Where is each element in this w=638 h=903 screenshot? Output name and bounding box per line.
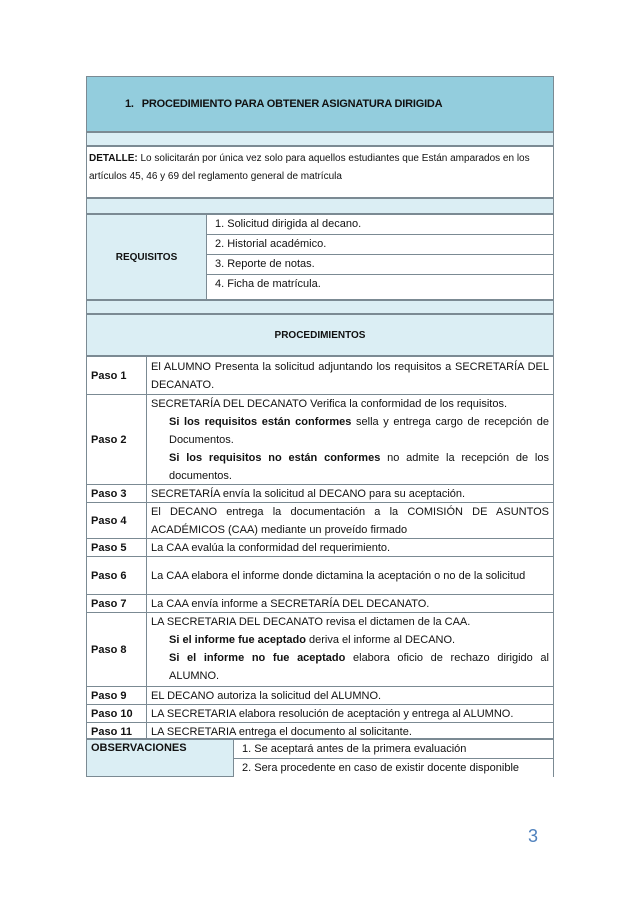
spacer-row [86,300,554,314]
step-row [87,395,553,485]
step-row [87,595,553,613]
requisitos-table [86,214,554,300]
requisito-item: 4. Ficha de matrícula. [215,278,321,290]
step-condition-bold: Si los requisitos no están conformes [169,452,381,464]
step-label: Paso 7 [87,595,147,612]
spacer-row [86,198,554,214]
section-title [86,76,554,132]
step-label: Paso 10 [87,705,147,722]
step-text: SECRETARÍA envía la solicitud al DECANO para su aceptación. [151,487,466,500]
step-text: LA SECRETARIA entrega el documento al solicitante. [151,725,412,738]
step-label: Paso 5 [87,539,147,556]
step-content [147,723,553,740]
step-row [87,687,553,705]
observacion-item: 1. Se aceptará antes de la primera evaluación [234,740,553,759]
detalle-label: DETALLE: [89,153,138,164]
step-row [87,539,553,557]
step-text: La CAA elabora el informe donde dictamina la aceptación o no de la solicitud [151,569,526,582]
step-content [147,613,553,686]
step-content [147,503,553,538]
step-condition [151,649,549,685]
step-label: Paso 11 [87,723,147,740]
step-content [147,539,553,556]
requisito-item: 1. Solicitud dirigida al decano. [207,215,553,235]
observacion-item: 2. Sera procedente en caso de existir docente disponible [234,759,553,778]
step-content [147,557,553,594]
step-label: Paso 4 [87,503,147,538]
requisito-item: 2. Historial académico. [207,235,553,255]
step-content [147,357,553,394]
step-text: El DECANO entrega la documentación a la COMISIÓN DE ASUNTOS ACADÉMICOS (CAA) mediante un proveído firmado [151,505,549,536]
section-title-text: PROCEDIMIENTO PARA OBTENER ASIGNATURA DIRIGIDA [141,98,443,110]
step-condition-text: elabora oficio de rechazo dirigido al ALUMNO. [169,652,549,682]
step-row [87,705,553,723]
step-row [87,503,553,539]
step-condition-text: sella y entrega cargo de recepción de Documentos. [169,416,549,446]
step-content [147,595,553,612]
procedimientos-table [86,356,554,739]
step-condition [151,631,549,649]
step-label: Paso 2 [87,395,147,484]
step-text: SECRETARÍA DEL DECANATO Verifica la conformidad de los requisitos. [151,398,508,410]
step-row [87,485,553,503]
step-content [147,395,553,484]
step-label: Paso 1 [87,357,147,394]
section-number: 1. [125,98,134,110]
detalle-box [86,146,554,198]
requisitos-label: REQUISITOS [87,215,207,299]
step-condition-bold: Si el informe no fue aceptado [169,652,346,664]
step-text: EL DECANO autoriza la solicitud del ALUMNO. [151,689,382,702]
step-row [87,613,553,687]
step-label: Paso 8 [87,613,147,686]
observaciones-table [86,739,554,777]
observaciones-label: OBSERVACIONES [87,740,234,776]
step-text: El ALUMNO Presenta la solicitud adjuntando los requisitos a SECRETARÍA DEL DECANATO. [151,360,549,391]
step-row [87,723,553,740]
procedimientos-header: PROCEDIMIENTOS [86,314,554,356]
step-row [87,357,553,395]
step-label: Paso 6 [87,557,147,594]
step-condition-bold: Si el informe fue aceptado [169,634,306,646]
step-content [147,687,553,704]
step-condition [151,413,549,449]
step-condition [151,449,549,485]
step-text: LA SECRETARIA DEL DECANATO revisa el dictamen de la CAA. [151,616,471,628]
step-row [87,557,553,595]
step-text: La CAA envía informe a SECRETARÍA DEL DECANATO. [151,597,430,610]
step-condition-text: no admite la recepción de los documentos. [169,452,549,482]
step-content [147,705,553,722]
requisito-item: 3. Reporte de notas. [207,255,553,275]
step-condition-bold: Si los requisitos están conformes [169,416,352,428]
detalle-text: Lo solicitarán por única vez solo para aquellos estudiantes que Están amparados en los artículos 45, 46 y 69 del reglamento general de matrícula [89,153,530,182]
step-text: LA SECRETARIA elabora resolución de aceptación y entrega al ALUMNO. [151,707,514,720]
page-number: 3 [528,826,539,846]
step-condition-text: deriva el informe al DECANO. [305,634,456,646]
step-text: La CAA evalúa la conformidad del requerimiento. [151,541,391,554]
step-label: Paso 3 [87,485,147,502]
spacer-row [86,132,554,146]
step-content [147,485,553,502]
step-label: Paso 9 [87,687,147,704]
